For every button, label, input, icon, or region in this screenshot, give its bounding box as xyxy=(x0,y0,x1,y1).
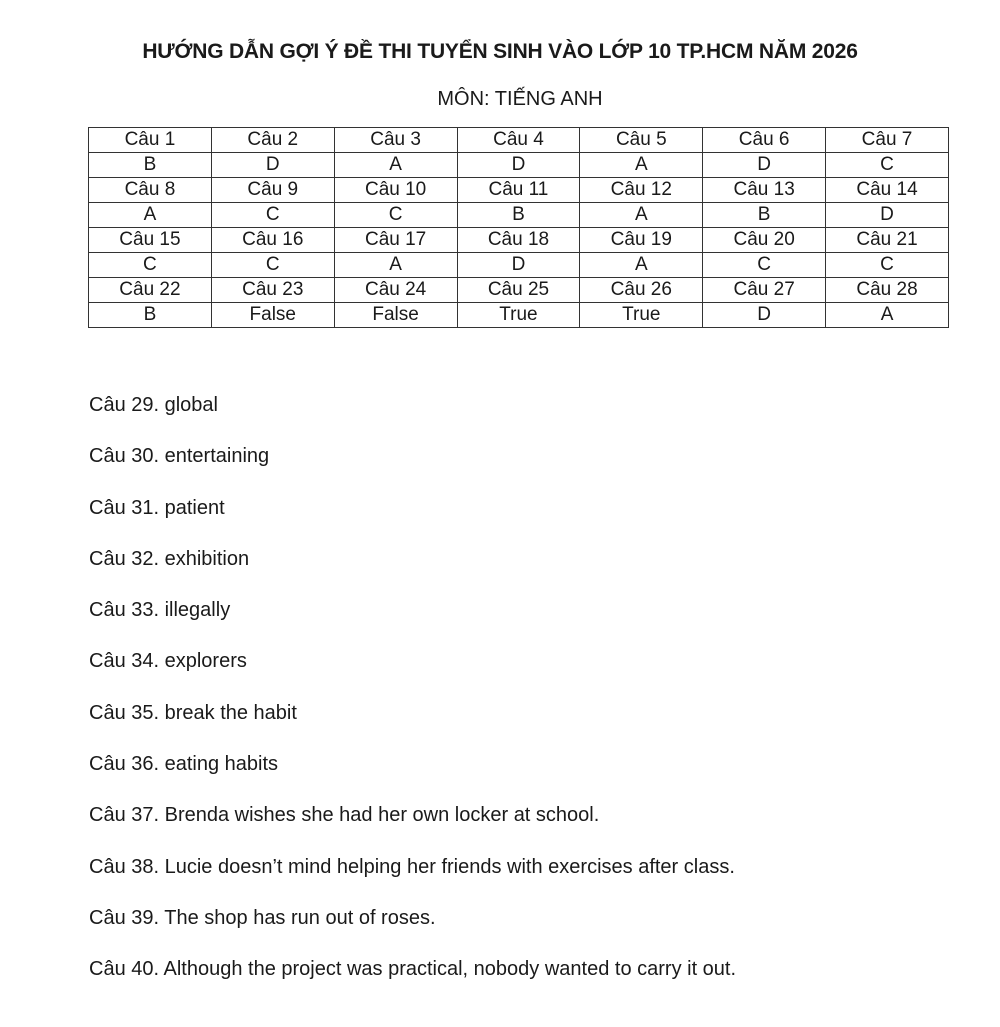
question-number-row xyxy=(89,278,949,303)
answer-row xyxy=(89,153,949,178)
question-number-cell: Câu 3 xyxy=(334,128,457,153)
answer-key-body xyxy=(89,128,949,328)
answer-cell: C xyxy=(826,153,949,178)
written-answer-item: Câu 31. patient xyxy=(89,496,225,519)
question-number-row xyxy=(89,178,949,203)
question-number-cell: Câu 2 xyxy=(211,128,334,153)
written-answer-item: Câu 40. Although the project was practical, nobody wanted to carry it out. xyxy=(89,958,737,981)
answer-cell: D xyxy=(457,253,580,278)
question-number-cell: Câu 12 xyxy=(580,178,703,203)
question-number-cell: Câu 10 xyxy=(334,178,457,203)
written-answers-list xyxy=(89,392,969,1008)
question-number-cell: Câu 14 xyxy=(826,178,949,203)
question-number-cell: Câu 8 xyxy=(89,178,212,203)
question-number-cell: Câu 23 xyxy=(211,278,334,303)
answer-cell: C xyxy=(826,253,949,278)
answer-cell: B xyxy=(457,203,580,228)
written-answer-item: Câu 34. explorers xyxy=(89,650,247,673)
question-number-cell: Câu 18 xyxy=(457,228,580,253)
question-number-cell: Câu 9 xyxy=(211,178,334,203)
answer-cell: C xyxy=(89,253,212,278)
answer-cell: A xyxy=(580,153,703,178)
answer-cell: True xyxy=(580,303,703,328)
written-answer-item: Câu 30. entertaining xyxy=(89,445,270,468)
answer-cell: C xyxy=(211,203,334,228)
written-answer-item: Câu 37. Brenda wishes she had her own locker at school. xyxy=(89,804,600,827)
answer-cell: B xyxy=(703,203,826,228)
question-number-cell: Câu 11 xyxy=(457,178,580,203)
answer-cell: D xyxy=(703,303,826,328)
question-number-cell: Câu 15 xyxy=(89,228,212,253)
answer-cell: C xyxy=(334,203,457,228)
question-number-cell: Câu 26 xyxy=(580,278,703,303)
answer-row xyxy=(89,253,949,278)
answer-cell: A xyxy=(580,253,703,278)
answer-cell: False xyxy=(211,303,334,328)
document-title: HƯỚNG DẪN GỢI Ý ĐỀ THI TUYỂN SINH VÀO LỚP 10 TP.HCM NĂM 2026 xyxy=(142,40,858,63)
answer-cell: D xyxy=(457,153,580,178)
answer-cell: A xyxy=(334,253,457,278)
answer-row xyxy=(89,203,949,228)
answer-cell: A xyxy=(334,153,457,178)
question-number-cell: Câu 25 xyxy=(457,278,580,303)
written-answer-item: Câu 39. The shop has run out of roses. xyxy=(89,906,436,929)
subject-heading: MÔN: TIẾNG ANH xyxy=(437,88,603,110)
question-number-cell: Câu 4 xyxy=(457,128,580,153)
question-number-cell: Câu 16 xyxy=(211,228,334,253)
written-answer-item: Câu 38. Lucie doesn’t mind helping her friends with exercises after class. xyxy=(89,855,735,878)
question-number-cell: Câu 17 xyxy=(334,228,457,253)
written-answer-item: Câu 29. global xyxy=(89,394,218,416)
written-answer-item: Câu 36. eating habits xyxy=(89,753,279,776)
answer-cell: B xyxy=(89,153,212,178)
question-number-row xyxy=(89,128,949,153)
question-number-cell: Câu 13 xyxy=(703,178,826,203)
question-number-cell: Câu 19 xyxy=(580,228,703,253)
answer-cell: B xyxy=(89,303,212,328)
question-number-cell: Câu 22 xyxy=(89,278,212,303)
answer-cell: A xyxy=(580,203,703,228)
answer-cell: A xyxy=(826,303,949,328)
answer-cell: A xyxy=(89,203,212,228)
answer-cell: D xyxy=(826,203,949,228)
question-number-cell: Câu 1 xyxy=(89,128,212,153)
written-answer-item: Câu 32. exhibition xyxy=(89,547,250,570)
question-number-cell: Câu 21 xyxy=(826,228,949,253)
question-number-cell: Câu 24 xyxy=(334,278,457,303)
answer-cell: C xyxy=(703,253,826,278)
answer-row xyxy=(89,303,949,328)
question-number-cell: Câu 28 xyxy=(826,278,949,303)
answer-cell: D xyxy=(211,153,334,178)
answer-cell: True xyxy=(457,303,580,328)
question-number-cell: Câu 20 xyxy=(703,228,826,253)
question-number-row xyxy=(89,228,949,253)
written-answer-item: Câu 35. break the habit xyxy=(89,701,297,724)
written-answer-item: Câu 33. illegally xyxy=(89,599,231,622)
question-number-cell: Câu 6 xyxy=(703,128,826,153)
question-number-cell: Câu 7 xyxy=(826,128,949,153)
answer-cell: C xyxy=(211,253,334,278)
question-number-cell: Câu 27 xyxy=(703,278,826,303)
answer-cell: D xyxy=(703,153,826,178)
question-number-cell: Câu 5 xyxy=(580,128,703,153)
answer-cell: False xyxy=(334,303,457,328)
answer-key-table xyxy=(88,127,949,328)
